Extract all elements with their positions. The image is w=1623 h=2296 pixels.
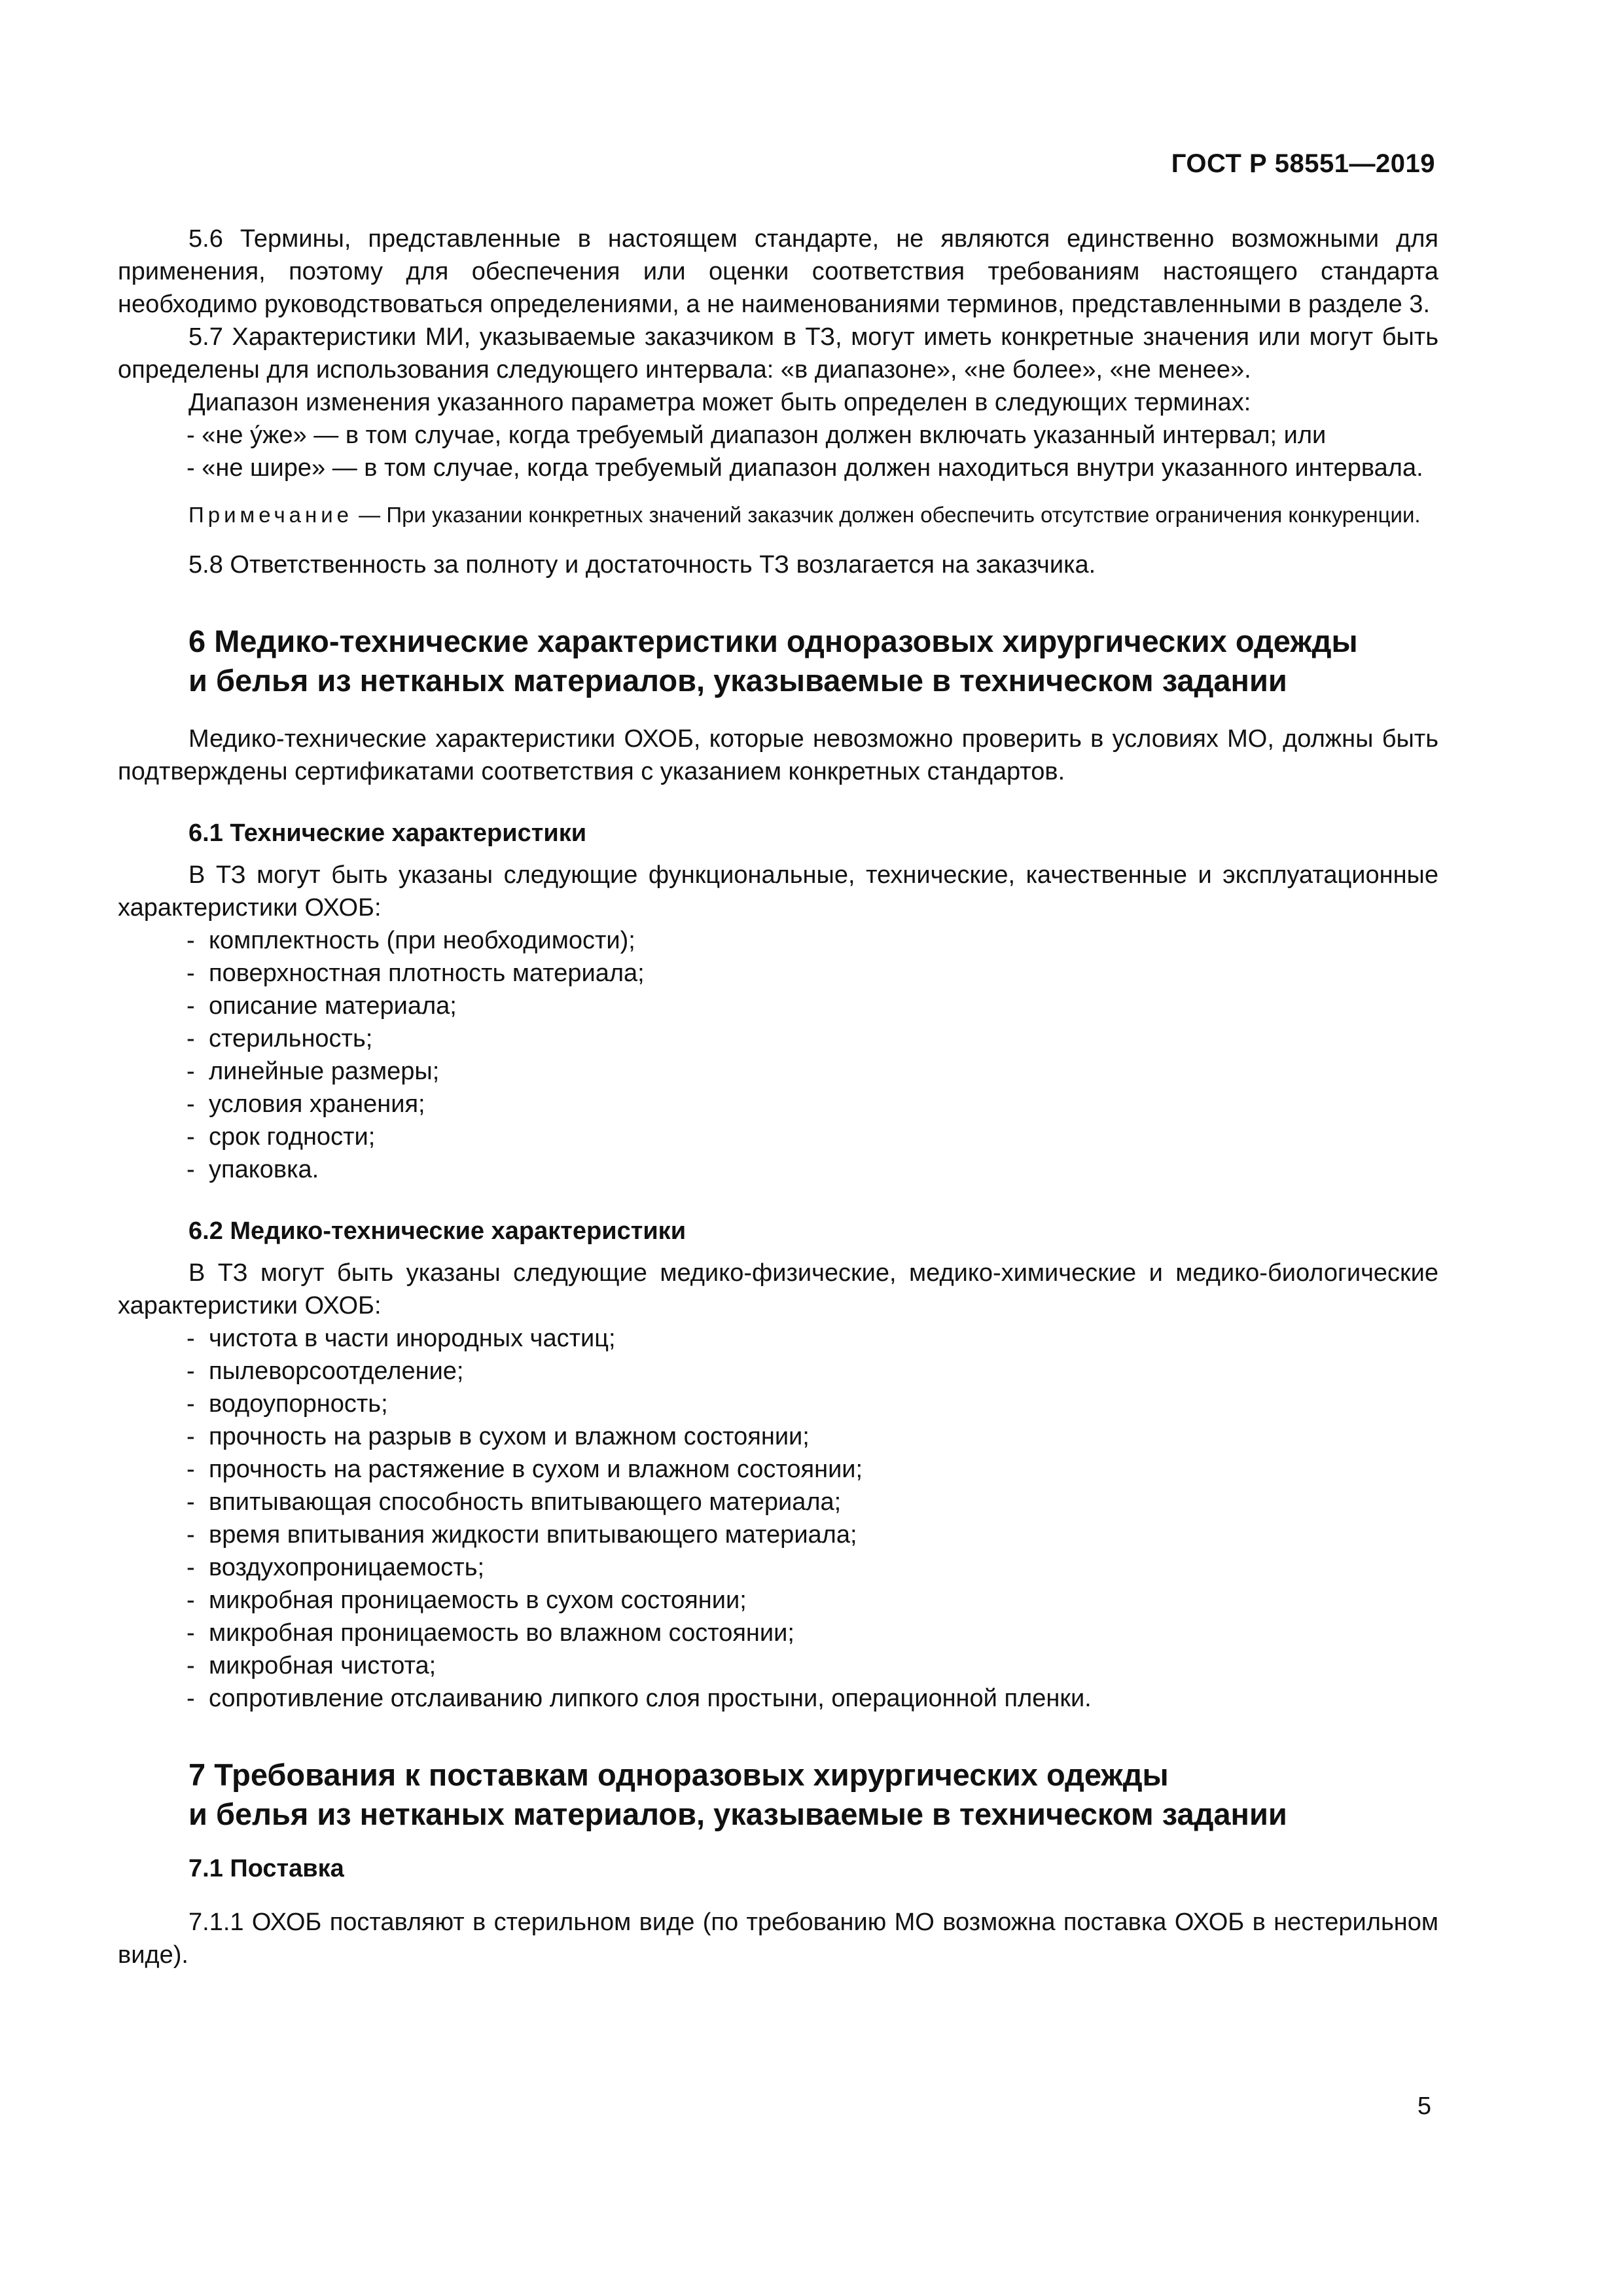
list-item-text: условия хранения; (209, 1090, 425, 1118)
list-item (118, 1055, 1438, 1088)
list-item (118, 1121, 1438, 1153)
list-bullet: - (187, 1123, 195, 1151)
list-bullet: - (187, 1325, 195, 1352)
medical-technical-characteristics-list (118, 1322, 1438, 1715)
list-item-text: прочность на растяжение в сухом и влажном состоянии; (209, 1456, 863, 1483)
note-block (118, 500, 1438, 530)
section-6-intro: Медико-технические характеристики ОХОБ, которые невозможно проверить в условиях МО, должны быть подтверждены сертификатами соответствия с указанием конкретных стандартов. (118, 725, 1438, 785)
list-item (118, 1420, 1438, 1453)
list-bullet: - (187, 1156, 195, 1183)
section-7-title-line-1: 7 Требования к поставкам одноразовых хирургических одежды (188, 1757, 1169, 1792)
list-item (118, 1682, 1438, 1715)
paragraph-5-7-range: Диапазон изменения указанного параметра может быть определен в следующих терминах: (188, 389, 1251, 416)
range-term-not-narrower: - «не у́же» — в том случае, когда требуемый диапазон должен включать указанный интервал; или (187, 422, 1327, 449)
list-item-text: пылеворсоотделение; (209, 1357, 464, 1385)
list-item (118, 1088, 1438, 1121)
list-item-text: комплектность (при необходимости); (209, 927, 635, 954)
list-item (118, 990, 1438, 1022)
note-text: — При указании конкретных значений заказчик должен обеспечить отсутствие ограничения конкуренции. (353, 503, 1421, 527)
paragraph-7-1-1: 7.1.1 ОХОБ поставляют в стерильном виде (по требованию МО возможна поставка ОХОБ в нестерильном виде). (118, 1909, 1438, 1969)
list-bullet: - (187, 1357, 195, 1385)
list-bullet: - (187, 1058, 195, 1085)
list-item-text: микробная чистота; (209, 1652, 437, 1679)
list-item (118, 1486, 1438, 1518)
subsection-6-1-intro: В ТЗ могут быть указаны следующие функциональные, технические, качественные и эксплуатационные характеристики ОХОБ: (118, 861, 1438, 922)
list-item (118, 1022, 1438, 1055)
list-item-text: линейные размеры; (209, 1058, 440, 1085)
list-item (118, 1584, 1438, 1617)
paragraph-5-6: 5.6 Термины, представленные в настоящем стандарте, не являются единственно возможными для применения, поэтому для обеспечения или оценки соответствия требованиям настоящего стандарта необходимо руководствоваться определениями, а не наименованиями терминов, представленными в разделе 3. (118, 225, 1438, 318)
standard-code: ГОСТ Р 58551—2019 (1171, 149, 1435, 178)
section-6-title-line-2: и белья из нетканых материалов, указываемые в техническом задании (188, 663, 1287, 698)
paragraph-5-7: 5.7 Характеристики МИ, указываемые заказчиком в ТЗ, могут иметь конкретные значения или могут быть определены для использования следующего интервала: «в диапазоне», «не более», «не менее». (118, 323, 1438, 384)
note-label: Примечание (188, 503, 353, 527)
list-item (118, 1322, 1438, 1355)
list-item-text: микробная проницаемость в сухом состоянии; (209, 1587, 747, 1614)
list-bullet: - (187, 1390, 195, 1418)
list-item-text: прочность на разрыв в сухом и влажном состоянии; (209, 1423, 810, 1450)
document-body (118, 223, 1438, 1971)
list-item-text: упаковка. (209, 1156, 319, 1183)
list-item-text: микробная проницаемость во влажном состоянии; (209, 1619, 794, 1647)
section-7-title-line-2: и белья из нетканых материалов, указываемые в техническом задании (188, 1797, 1287, 1831)
list-item-text: водоупорность; (209, 1390, 388, 1418)
list-item-text: сопротивление отслаиванию липкого слоя простыни, операционной пленки. (209, 1685, 1092, 1712)
list-bullet: - (187, 1521, 195, 1549)
list-item-text: срок годности; (209, 1123, 376, 1151)
list-bullet: - (187, 1025, 195, 1052)
section-6-title-line-1: 6 Медико-технические характеристики одноразовых хирургических одежды (188, 624, 1358, 658)
list-item (118, 1551, 1438, 1584)
list-bullet: - (187, 1488, 195, 1516)
paragraph-5-8: 5.8 Ответственность за полноту и достаточность ТЗ возлагается на заказчика. (188, 551, 1096, 579)
list-bullet: - (187, 1619, 195, 1647)
range-term-not-wider-text: - «не шире» — в том случае, когда требуемый диапазон должен находиться внутри указанного интервала. (187, 454, 1423, 482)
list-bullet: - (187, 1554, 195, 1581)
list-item (118, 957, 1438, 990)
list-bullet: - (187, 1685, 195, 1712)
list-bullet: - (187, 1090, 195, 1118)
page-number: 5 (1417, 2092, 1431, 2120)
list-item (118, 1518, 1438, 1551)
section-7-title (188, 1755, 1438, 1834)
subsection-6-2-title: 6.2 Медико-технические характеристики (188, 1217, 687, 1245)
list-bullet: - (187, 1652, 195, 1679)
list-item (118, 1153, 1438, 1186)
list-bullet: - (187, 992, 195, 1020)
list-item (118, 1388, 1438, 1420)
list-item (118, 1617, 1438, 1649)
section-6-title (188, 622, 1438, 700)
list-item-text: описание материала; (209, 992, 457, 1020)
list-bullet: - (187, 927, 195, 954)
range-term-not-wider (118, 452, 1438, 484)
list-item (118, 1355, 1438, 1388)
list-item-text: поверхностная плотность материала; (209, 960, 645, 987)
list-item-text: впитывающая способность впитывающего материала; (209, 1488, 842, 1516)
list-item-text: стерильность; (209, 1025, 373, 1052)
technical-characteristics-list (118, 924, 1438, 1186)
list-item-text: время впитывания жидкости впитывающего материала; (209, 1521, 857, 1549)
subsection-6-2-intro: В ТЗ могут быть указаны следующие медико-физические, медико-химические и медико-биологические характеристики ОХОБ: (118, 1259, 1438, 1319)
list-bullet: - (187, 1423, 195, 1450)
list-item-text: чистота в части инородных частиц; (209, 1325, 616, 1352)
list-bullet: - (187, 1587, 195, 1614)
list-bullet: - (187, 1456, 195, 1483)
list-bullet: - (187, 960, 195, 987)
list-item (118, 1649, 1438, 1682)
subsection-7-1-title: 7.1 Поставка (188, 1855, 344, 1882)
list-item-text: воздухопроницаемость; (209, 1554, 485, 1581)
subsection-6-1-title: 6.1 Технические характеристики (188, 819, 587, 847)
list-item (118, 924, 1438, 957)
list-item (118, 1453, 1438, 1486)
